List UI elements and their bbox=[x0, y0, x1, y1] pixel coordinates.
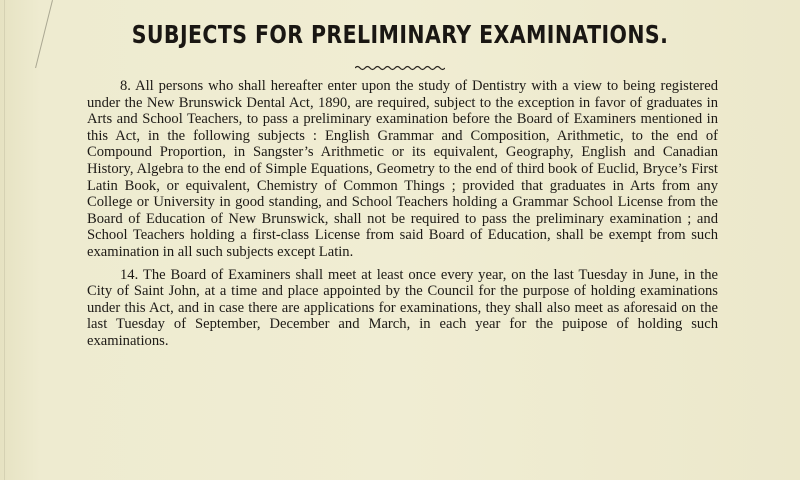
page-edge bbox=[4, 0, 5, 480]
paragraph-section-14: 14. The Board of Examiners shall meet at least once every year, on the last Tuesday in June, in the City of Saint John, at a time and place appointed by the Council for the purpose of holding examinations under this Act, and in case there are applications for examinations, they shall also meet as aforesaid on the last Tuesday of September, December and March, in each year for the puipose of holding such examinations. bbox=[87, 266, 718, 349]
paragraph-section-8: 8. All persons who shall hereafter enter upon the study of Dentistry with a view to being registered under the New Brunswick Dental Act, 1890, are required, subject to the exception in favor of graduates in Arts and School Teachers, to pass a preliminary examination before the Board of Examiners mentioned in this Act, in the following subjects : English Grammar and Composition, Arithmetic, to the end of Compound Proportion, in Sangster’s Arithmetic or its equivalent, Geography, English and Canadian History, Algebra to the end of Simple Equations, Geometry to the end of third book of Euclid, Bryce’s First Latin Book, or equivalent, Chemistry of Common Things ; provided that graduates in Arts from any College or University in good standing, and School Teachers holding a Grammar School License from the Board of Education of New Brunswick, shall not be required to pass the preliminary examination ; and School Teachers holding a first-class License from said Board of Education, shall be exempt from such examination in all such subjects except Latin. bbox=[87, 78, 718, 260]
document-body bbox=[87, 78, 718, 356]
page-title: SUBJECTS FOR PRELIMINARY EXAMINATIONS. bbox=[131, 20, 669, 49]
wavy-rule-ornament bbox=[355, 64, 445, 72]
page-fold-line bbox=[35, 0, 53, 68]
